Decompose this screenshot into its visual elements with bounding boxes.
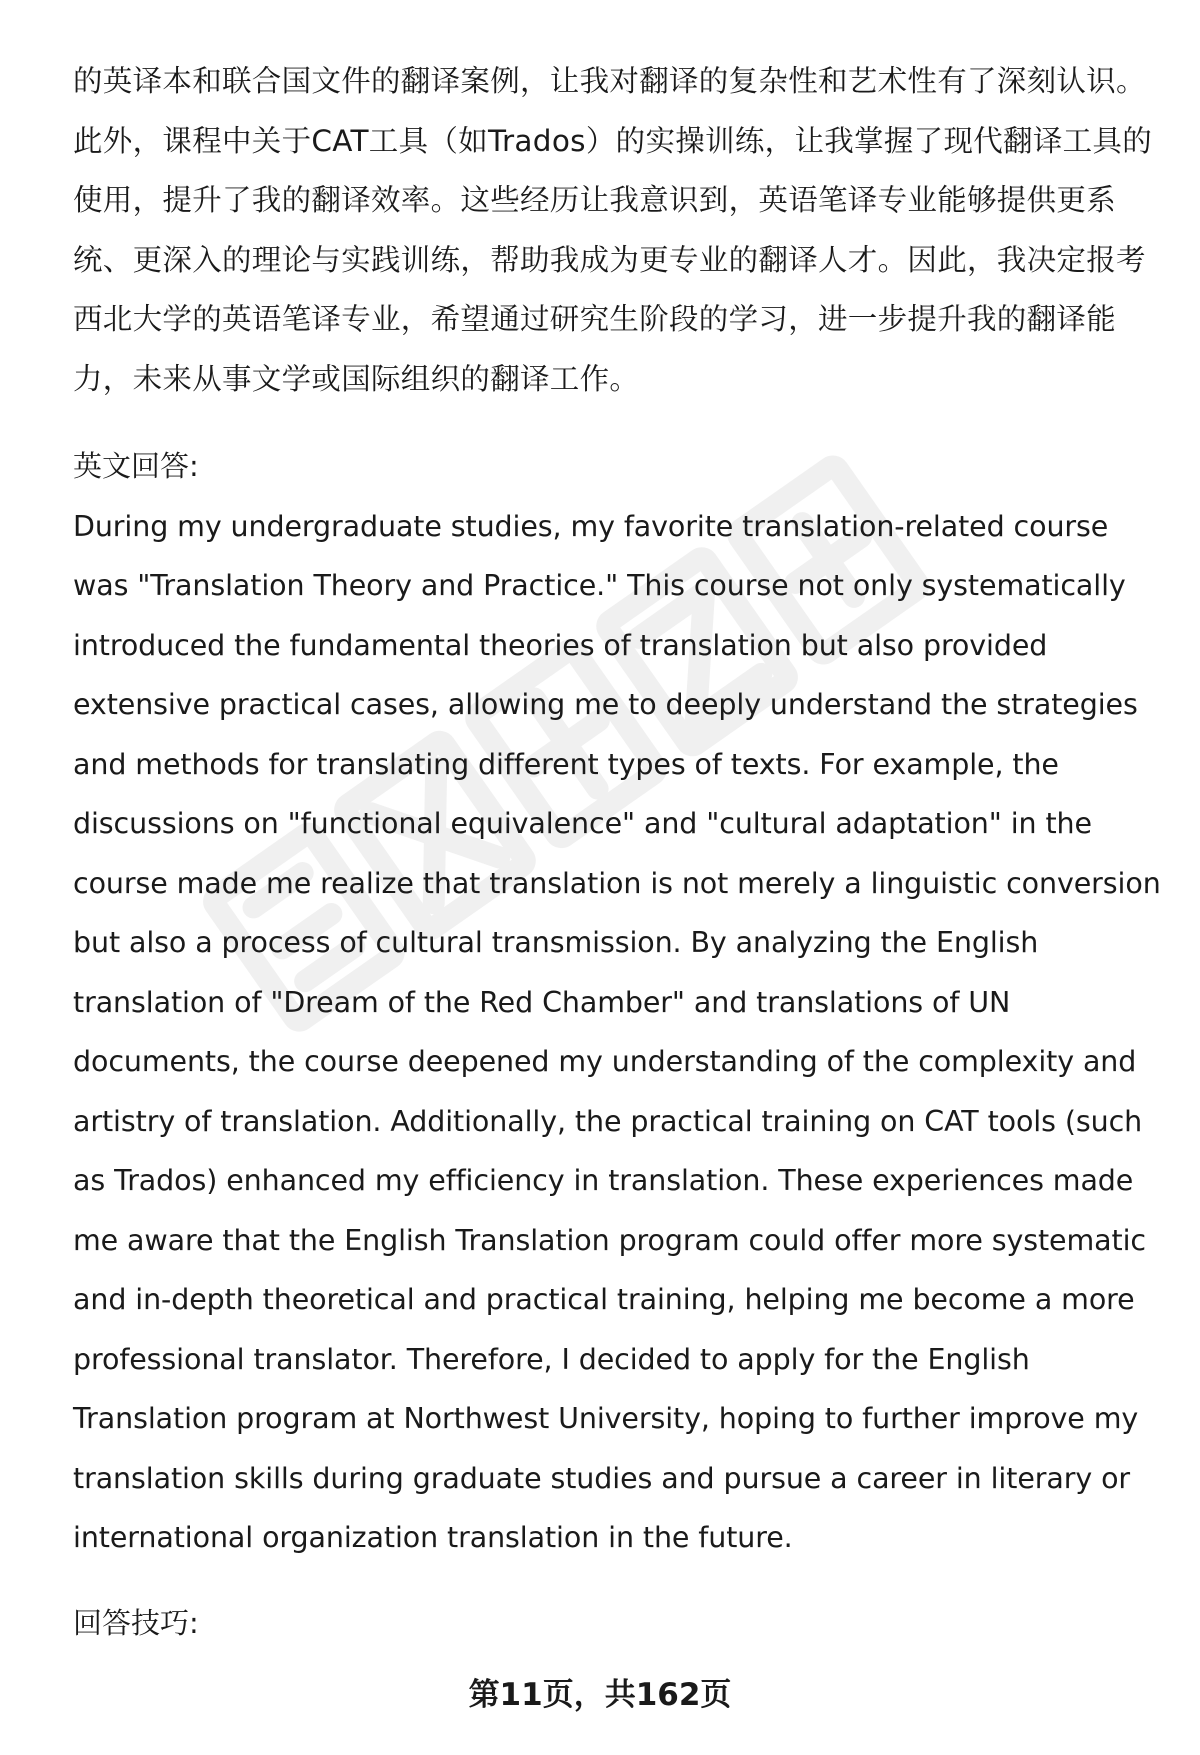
text-line: artistry of translation. Additionally, the practical training on CAT tools (such <box>73 1104 1143 1138</box>
text-line: During my undergraduate studies, my favorite translation-related course <box>73 509 1109 543</box>
text-line: discussions on "functional equivalence" and "cultural adaptation" in the <box>73 807 1092 840</box>
english-paragraph <box>73 497 1173 1568</box>
text-line: me aware that the English Translation program could offer more systematic <box>73 1223 1146 1257</box>
text-line: introduced the fundamental theories of translation but also provided <box>73 628 1048 662</box>
text-line: was "Translation Theory and Practice." This course not only systematically <box>73 569 1126 602</box>
english-answer-heading: 英文回答: <box>73 449 199 483</box>
text-line: and methods for translating different types of texts. For example, the <box>73 747 1059 781</box>
text-line: 使用，提升了我的翻译效率。这些经历让我意识到，英语笔译专业能够提供更系 <box>73 183 1117 217</box>
text-line: and in-depth theoretical and practical training, helping me become a more <box>73 1283 1135 1316</box>
text-line: but also a process of cultural transmission. By analyzing the English <box>73 926 1039 959</box>
text-line: documents, the course deepened my understanding of the complexity and <box>73 1045 1137 1078</box>
page-number-footer: 第11页，共162页 <box>468 1677 732 1713</box>
text-line: 的英译本和联合国文件的翻译案例，让我对翻译的复杂性和艺术性有了深刻认识。 <box>73 64 1146 98</box>
text-line: translation of "Dream of the Red Chamber" and translations of UN <box>73 985 1011 1019</box>
page-content <box>73 52 1173 1653</box>
text-line: international organization translation in the future. <box>73 1521 793 1554</box>
text-line: 西北大学的英语笔译专业，希望通过研究生阶段的学习，进一步提升我的翻译能 <box>73 302 1117 336</box>
text-line: 力，未来从事文学或国际组织的翻译工作。 <box>73 361 640 396</box>
text-line: as Trados) enhanced my efficiency in translation. These experiences made <box>73 1164 1134 1197</box>
answer-tips-heading: 回答技巧: <box>73 1605 199 1640</box>
text-line: 此外，课程中关于CAT工具（如Trados）的实操训练，让我掌握了现代翻译工具的 <box>73 123 1153 158</box>
text-line: professional translator. Therefore, I decided to apply for the English <box>73 1342 1030 1376</box>
text-line: course made me realize that translation is not merely a linguistic conversion <box>73 866 1161 900</box>
text-line: 统、更深入的理论与实践训练，帮助我成为更专业的翻译人才。因此，我决定报考 <box>73 242 1146 277</box>
text-line: translation skills during graduate studies and pursue a career in literary or <box>73 1461 1131 1495</box>
chinese-paragraph <box>73 52 1173 409</box>
text-line: Translation program at Northwest University, hoping to further improve my <box>73 1402 1139 1435</box>
text-line: extensive practical cases, allowing me to deeply understand the strategies <box>73 688 1138 721</box>
